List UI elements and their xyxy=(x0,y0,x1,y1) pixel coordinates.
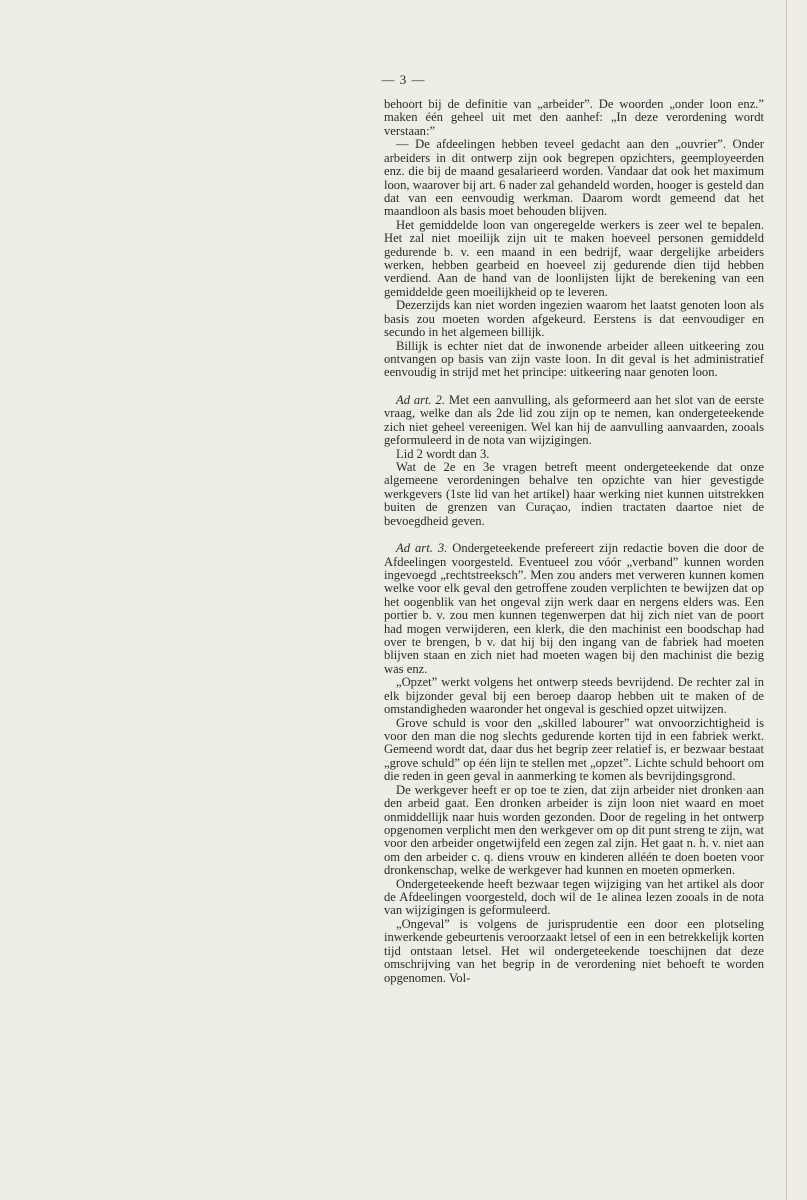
paragraph-text: Het gemiddelde loon van ongeregelde werkers is zeer wel te bepalen. Het zal niet moeilijk zijn uit te maken hoeveel personen gemiddeld gedurende b. v. een maand in een bedrijf, waar dergelijke arbeiders werken, hebben gearbeid en hoeveel zij gedurende dien tijd hebben verdiend. Aan de hand van de loonlijsten lijkt de berekening van een gemiddelde geen moeilijkheid op te leveren. xyxy=(384,217,764,299)
paragraph-text: Ondergeteekende prefereert zijn redactie boven die door de Afdeelingen voorgesteld. Eventueel zou vóór „verband” kunnen worden ingevoegd „rechtstreeksch”. Men zou anders met verweren kunnen komen welke voor elk geval den getroffene zouden verplichten te bewijzen dat op het oogenblik van het ongeval zijn werk daar en nergens elders was. Een portier b. v. zou men kunnen tegenwerpen dat hij zich niet van de poort had mogen verwijderen, een klerk, die den machinist een boodschap had over te brengen, b v. dat hij bij den ingang van de fabriek had moeten blijven staan en zich niet had moeten wagen bij den machinist die bezig was enz. xyxy=(384,541,764,676)
paragraph-text: Wat de 2e en 3e vragen betreft meent ondergeteekende dat onze algemeene verordeningen behalve ten opzichte van hier gevestigde werkgevers (1ste lid van het artikel) haar werking niet kunnen uitstrekken buiten de grenzen van Curaçao, indien tractaten daartoe niet de bevoegdheid geven. xyxy=(384,459,764,528)
paragraph-text: Dezerzijds kan niet worden ingezien waarom het laatst genoten loon als basis zou moeten worden afgekeurd. Eerstens is dat eenvoudiger en secundo in het algemeen billijk. xyxy=(384,298,764,340)
paragraph xyxy=(384,138,764,219)
article-heading: Ad art. 3. xyxy=(396,541,448,556)
paragraph-text: De werkgever heeft er op toe te zien, dat zijn arbeider niet dronken aan den arbeid gaat. Een dronken arbeider is zijn loon niet waard en moet onmiddellijk naar huis worden gezonden. Door de regeling in het ontwerp opgenomen verplicht men den werkgever om op dit punt streng te zijn, wat voor den arbeider ongetwijfeld een zegen zal zijn. Het gaat n. h. v. niet aan om den arbeider c. q. diens vrouw en kinderen alléén te doen boeten voor dronkenschap, welke de werkgever had kunnen en moeten opmerken. xyxy=(384,782,764,878)
paragraph xyxy=(384,394,764,448)
paragraph-text: Ondergeteekende heeft bezwaar tegen wijziging van het artikel als door de Afdeelingen voorgesteld, doch wil de 1e alinea lezen zooals in de nota van wijzigingen is geformuleerd. xyxy=(384,876,764,918)
paragraph xyxy=(384,542,764,676)
paragraph xyxy=(384,448,764,461)
paragraph xyxy=(384,299,764,339)
paragraph xyxy=(384,676,764,716)
paragraph xyxy=(384,878,764,918)
page-number: — 3 — xyxy=(381,72,426,87)
paragraph-text: Met een aanvulling, als geformeerd aan het slot van de eerste vraag, welke dan als 2de lid zou zijn op te nemen, kan ondergeteekende zich niet geheel vereenigen. Wel kan hij de aanvulling aanvaarden, zooals geformuleerd in de nota van wijzigingen. xyxy=(384,392,764,448)
paragraph-text: Billijk is echter niet dat de inwonende arbeider alleen uitkeering zou ontvangen op basis van zijn vaste loon. In dit geval is het administratief eenvoudig in strijd met het principe: uitkeering naar genoten loon. xyxy=(384,338,764,380)
paragraph-text: — De afdeelingen hebben teveel gedacht aan den „ouvrier”. Onder arbeiders in dit ontwerp zijn ook begrepen opzichters, geemployeerden enz. die bij de maand gesalarieerd worden. Vandaar dat ook het maximum loon, waarover bij art. 6 nader zal gehandeld worden, hooger is gesteld dan dat van een eenvoudig werkman. Daarom wordt gemeend dat het maandloon als basis moet behouden blijven. xyxy=(384,137,764,219)
paragraph-text: Grove schuld is voor den „skilled labourer” wat onvoorzichtigheid is voor den man die nog slechts gedurende korten tijd in een fabriek werkt. Gemeend wordt dat, daar dus het begrip zeer relatief is, er bezwaar bestaat „grove schuld” op één lijn te stellen met „opzet”. Lichte schuld behoort om die reden in geen geval in aanmerking te komen als bevrijdingsgrond. xyxy=(384,715,764,784)
paragraph xyxy=(384,98,764,138)
paragraph xyxy=(384,717,764,784)
paragraph-text: Lid 2 wordt dan 3. xyxy=(396,446,490,461)
paragraph xyxy=(384,340,764,380)
article-heading: Ad art. 2. xyxy=(396,392,445,407)
paragraph xyxy=(384,219,764,300)
page-edge xyxy=(786,0,787,1200)
paragraph xyxy=(384,784,764,878)
paragraph-text: behoort bij de definitie van „arbeider”. De woorden „onder loon enz.” maken één geheel uit met den aanhef: „In deze verordening wordt verstaan:” xyxy=(384,97,764,138)
paragraph-text: „Ongeval” is volgens de jurisprudentie een door een plotseling inwerkende gebeurtenis veroorzaakt letsel of een in een betrekkelijk korten tijd ontstaan letsel. Het wil ondergeteekende toeschijnen dat deze omschrijving van het begrip in de verordening niet behoeft te worden opgenomen. Vol- xyxy=(384,916,764,985)
paragraph-text: „Opzet” werkt volgens het ontwerp steeds bevrijdend. De rechter zal in elk bijzonder geval bij een beroep daarop hebben uit te maken of de omstandigheden waaronder het ongeval is geschied opzet uitwijzen. xyxy=(384,675,764,717)
paragraph xyxy=(384,461,764,528)
body-column xyxy=(384,98,764,985)
paragraph xyxy=(384,918,764,985)
